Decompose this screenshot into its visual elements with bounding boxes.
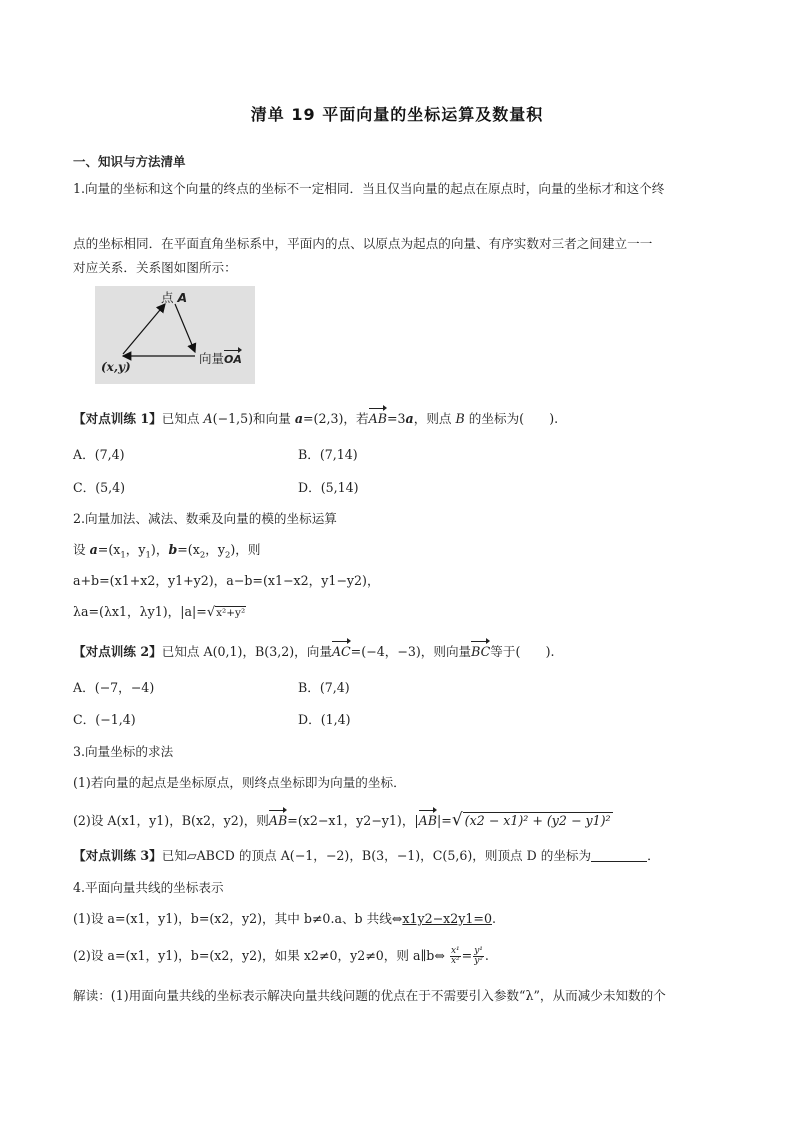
interpretation-line: 解读：(1)用面向量共线的坐标表示解决向量共线问题的优点在于不需要引入参数“λ”，从而减少未知数的个: [73, 988, 666, 1003]
section-heading: 一、知识与方法清单: [73, 154, 186, 169]
para-4-head: 4.平面向量共线的坐标表示: [73, 880, 224, 895]
para-4-line-2: (2)设 a=(x1，y1)，b=(x2，y2)，如果 x2≠0，y2≠0，则 a∥b⇔ $\frac{\text{x¹}}{\text{x²}}$ = $\frac{\text{y¹}}{\text{y²}}$ .: [73, 946, 489, 966]
para-2-line-3: λa=(λx1，λy1)，|a|=√x²+y²: [73, 604, 246, 620]
para-3-line-1: (1)若向量的起点是坐标原点，则终点坐标即为向量的坐标．: [73, 775, 406, 790]
para-2-line-1: 设 $a=(x_1$，$y_1$)，$b=(x_2$，$y_2$)，则: [73, 542, 261, 561]
para-1-line-1: 1.向量的坐标和这个向量的终点的坐标不一定相同．当且仅当向量的起点在原点时，向量的坐标才和这个终: [73, 181, 665, 196]
relation-diagram: [95, 286, 255, 384]
pair-label: (x,y): [101, 360, 131, 374]
arrow-to-point: [123, 304, 165, 354]
para-1-line-3: 对应关系．关系图如图所示：: [73, 260, 237, 275]
para-2-head: 2.向量加法、减法、数乘及向量的模的坐标运算: [73, 511, 337, 526]
answer-blank[interactable]: [591, 849, 647, 862]
ex2-option-d: D．(1,4): [298, 712, 351, 727]
ex2-option-c: C．(−1,4): [73, 712, 136, 727]
vector-label: 向量OA: [199, 351, 242, 366]
fraction-x: $\frac{\text{x¹}}{\text{x²}}$: [450, 946, 460, 966]
para-4-line-1: (1)设 a=(x1，y1)，b=(x2，y2)，其中 b≠0.a、b 共线⇔x1y2−x2y1=0.: [73, 911, 496, 926]
exercise-1: 【对点训练 1】已知点 A(−1,5)和向量 a=(2,3)，若AB=3a，则点 B 的坐标为( ).: [73, 411, 559, 426]
fraction-y: $\frac{\text{y¹}}{\text{y²}}$: [474, 946, 483, 966]
point-label: 点 A: [161, 290, 188, 305]
ex1-option-c: C．(5,4): [73, 480, 126, 495]
para-2-line-2: a+b=(x1+x2，y1+y2)，a−b=(x1−x2，y1−y2)，: [73, 573, 380, 588]
para-3-line-2: (2)设 A(x1，y1)，B(x2，y2)，则AB=(x2−x1，y2−y1)，|AB|=√ (x2 − x1)² + (y2 − y1)²: [73, 810, 611, 830]
page-title: 清单 19 平面向量的坐标运算及数量积: [250, 105, 544, 124]
para-3-head: 3.向量坐标的求法: [73, 744, 174, 759]
exercise-2: 【对点训练 2】已知点 A(0,1)，B(3,2)，向量AC=(−4，−3)，则向量BC等于( ).: [73, 644, 555, 659]
ex2-option-b: B．(7,4): [298, 680, 350, 695]
ex2-option-a: A．(−7，−4): [73, 680, 155, 695]
ex1-option-d: D．(5,14): [298, 480, 359, 495]
ex1-option-b: B．(7,14): [298, 447, 358, 462]
para-1-line-2: 点的坐标相同．在平面直角坐标系中，平面内的点、以原点为起点的向量、有序实数对三者之间建立一一: [73, 236, 653, 251]
ex1-option-a: A．(7,4): [73, 447, 125, 462]
exercise-3: 【对点训练 3】已知▱ABCD 的顶点 A(−1，−2)，B(3，−1)，C(5,6)，则顶点 D 的坐标为 ．: [73, 848, 660, 863]
arrow-to-vector: [175, 304, 195, 352]
